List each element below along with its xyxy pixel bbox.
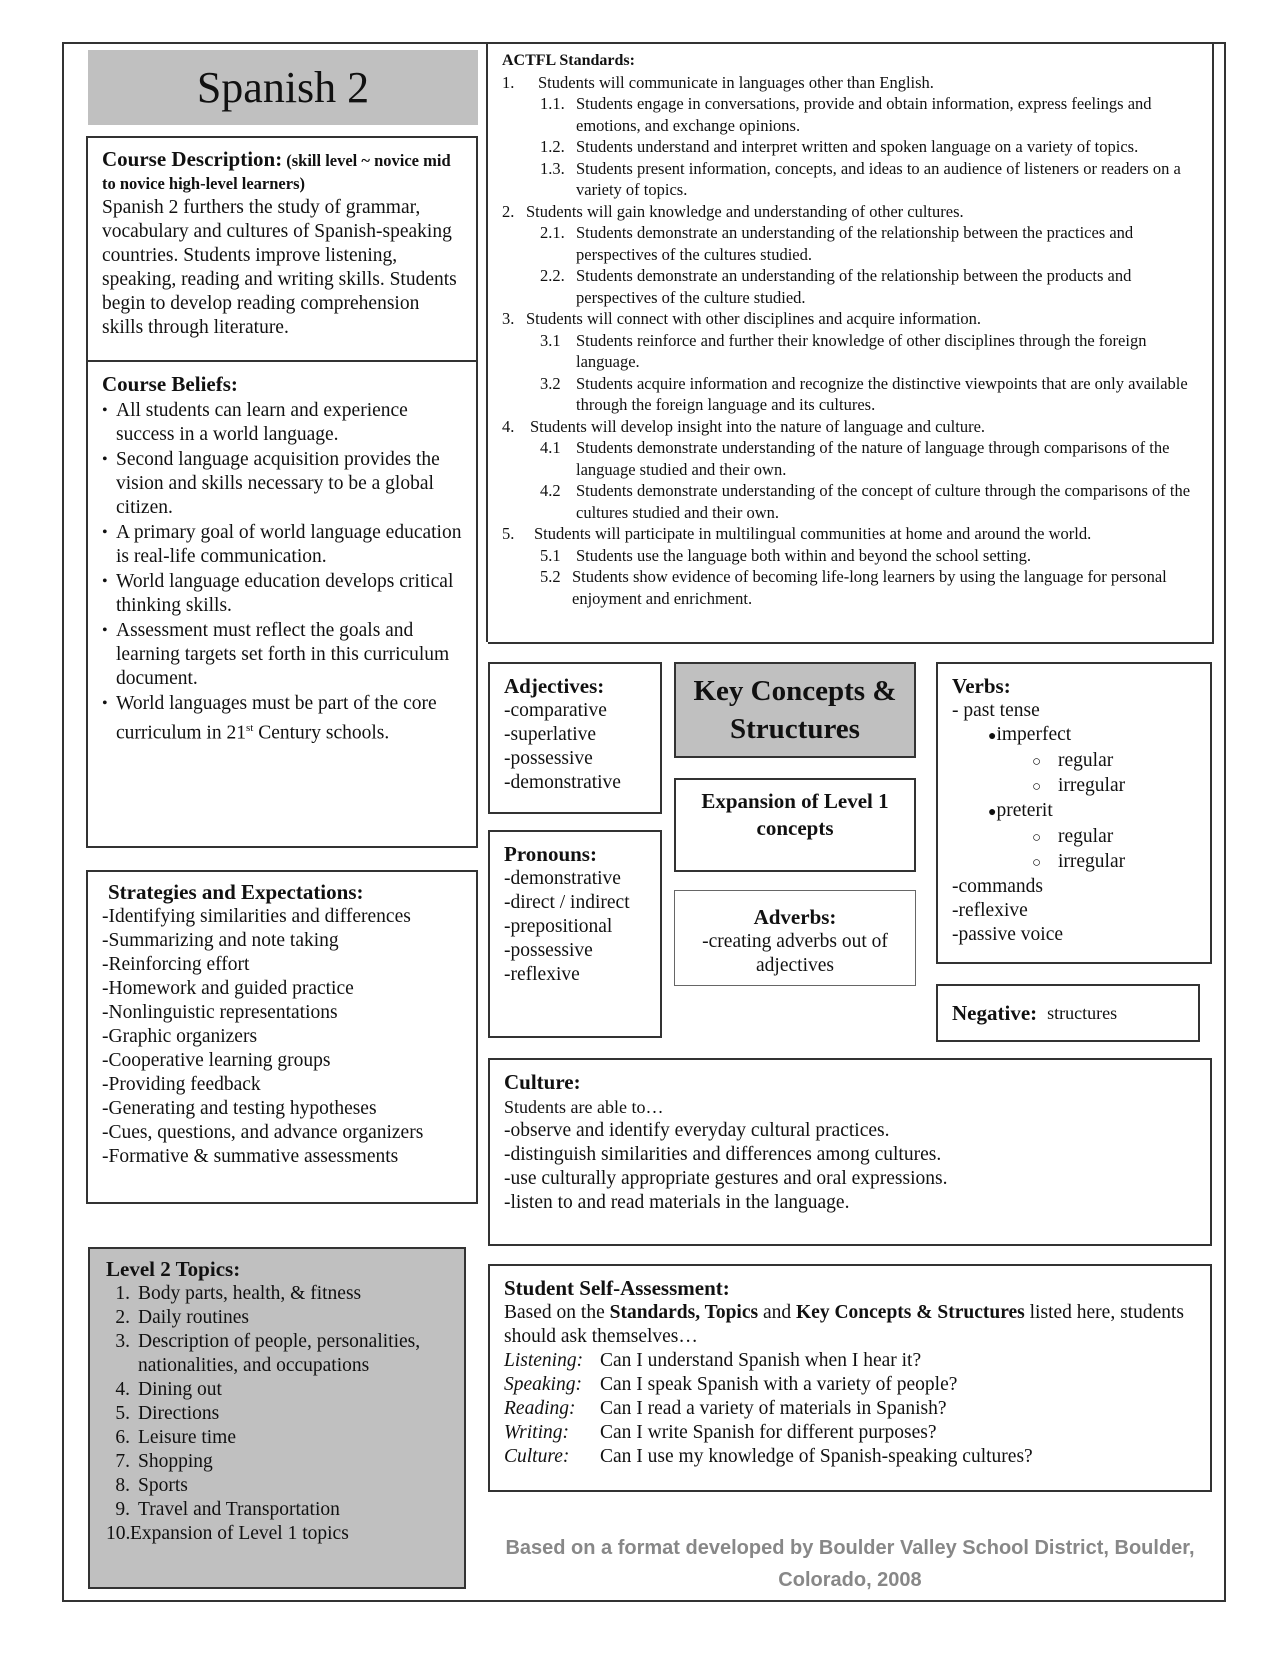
- key-concepts-title: Key Concepts & Structures: [693, 675, 897, 745]
- belief-item: • All students can learn and experience success in a world language.: [102, 399, 462, 447]
- course-beliefs-box: [86, 360, 478, 848]
- self-assessment-heading: Student Self-Assessment:: [504, 1276, 730, 1300]
- standard-subitem: 2.1. Students demonstrate an understanding of the relationship between the practices and perspectives of the cultures studied.: [540, 223, 1134, 264]
- standard-item: 2. Students will gain knowledge and understanding of other cultures.: [502, 201, 964, 221]
- self-assessment-row: Writing: Can I write Spanish for different purposes?: [504, 1422, 937, 1443]
- standard-item: 3. Students will connect with other disciplines and acquire information.: [502, 309, 982, 328]
- strategy-item: -Nonlinguistic representations: [102, 1002, 338, 1023]
- course-beliefs-list: [102, 399, 462, 746]
- verb-preterit-regular: ○ regular: [1032, 826, 1114, 847]
- pronouns-heading: Pronouns:: [504, 842, 597, 866]
- standard-item: 4. Students will develop insight into the nature of language and culture.: [502, 416, 986, 436]
- culture-intro: Students are able to…: [504, 1097, 664, 1117]
- topic-item: 5. Directions: [115, 1403, 220, 1424]
- culture-item: -listen to and read materials in the language.: [504, 1192, 850, 1213]
- strategy-item: -Graphic organizers: [102, 1026, 258, 1047]
- topic-item: 1. Body parts, health, & fitness: [115, 1283, 362, 1304]
- verb-imperfect: ●imperfect: [988, 724, 1072, 745]
- course-description-box: [86, 136, 478, 362]
- standard-subitem: 1.1. Students engage in conversations, provide and obtain information, express feelings and emotions, and exchange opinions.: [540, 94, 1152, 135]
- strategy-item: -Identifying similarities and differences: [102, 906, 411, 927]
- verb-past-tense: - past tense: [952, 700, 1040, 721]
- self-assessment-row: Listening: Can I understand Spanish when I hear it?: [504, 1350, 922, 1371]
- belief-item: • World languages must be part of the core curriculum in 21st Century schools.: [102, 692, 462, 746]
- negative-heading: Negative:: [952, 1000, 1038, 1025]
- belief-item: • Assessment must reflect the goals and learning targets set forth in this curriculum document.: [102, 619, 462, 691]
- belief-item: • World language education develops critical thinking skills.: [102, 570, 462, 618]
- standard-subitem: 2.2. Students demonstrate an understanding of the relationship between the products and perspectives of the culture studied.: [540, 266, 1132, 307]
- standard-item: 1. Students will communicate in languages other than English.: [502, 72, 934, 92]
- standard-subitem: 4.2 Students demonstrate understanding of the concept of culture through the comparisons of the cultures studied and their own.: [540, 481, 1191, 522]
- negative-box: [936, 984, 1200, 1042]
- culture-heading: Culture:: [504, 1070, 581, 1094]
- expansion-text: Expansion of Level 1 concepts: [701, 789, 889, 840]
- culture-item: -distinguish similarities and differences among cultures.: [504, 1144, 942, 1165]
- strategy-item: -Generating and testing hypotheses: [102, 1098, 377, 1119]
- page-frame-bottom: [62, 1600, 1226, 1602]
- strategies-heading: Strategies and Expectations:: [108, 880, 364, 904]
- self-assessment-row: Culture: Can I use my knowledge of Spanish-speaking cultures?: [504, 1446, 1033, 1467]
- standard-subitem: 4.1 Students demonstrate understanding of the nature of language through comparisons of the language studied and their own.: [540, 438, 1170, 479]
- footer-credit: Based on a format developed by Boulder Valley School District, Boulder, Colorado, 2008: [505, 1537, 1195, 1591]
- adverbs-box: [674, 890, 916, 986]
- verb-item: -commands: [952, 876, 1043, 897]
- verb-preterit-irregular: ○ irregular: [1032, 851, 1126, 872]
- standard-item: 5. Students will participate in multilingual communities at home and around the world.: [502, 524, 1092, 543]
- pronoun-item: -demonstrative: [504, 868, 621, 889]
- adjective-item: -demonstrative: [504, 772, 621, 793]
- adjective-item: -superlative: [504, 724, 597, 745]
- course-description-body: Spanish 2 furthers the study of grammar, vocabulary and cultures of Spanish-speaking countries. Students improve listening, speaking, reading and writing skills. Students begin to develop reading comprehension skills through literature.: [102, 197, 457, 338]
- topic-item: 8. Sports: [115, 1475, 188, 1496]
- strategies-box: [86, 870, 478, 1204]
- topic-item: 2. Daily routines: [115, 1307, 250, 1328]
- adjective-item: -comparative: [504, 700, 607, 721]
- adjectives-heading: Adjectives:: [504, 674, 605, 698]
- standard-subitem: 1.3. Students present information, concepts, and ideas to an audience of listeners or readers on a variety of topics.: [540, 158, 1181, 199]
- standards-list: [502, 72, 1198, 610]
- standard-subitem: 3.2 Students acquire information and recognize the distinctive viewpoints that are only available through the foreign language and its cultures.: [540, 373, 1188, 414]
- topic-item: 10. Expansion of Level 1 topics: [106, 1523, 349, 1544]
- pronoun-item: -possessive: [504, 940, 593, 961]
- topics-heading: Level 2 Topics:: [106, 1257, 241, 1281]
- self-assessment-row: Speaking: Can I speak Spanish with a variety of people?: [504, 1374, 958, 1395]
- topic-item: 9. Travel and Transportation: [115, 1499, 340, 1520]
- adjectives-box: [488, 662, 662, 814]
- self-assessment-row: Reading: Can I read a variety of materials in Spanish?: [504, 1398, 947, 1419]
- strategy-item: -Summarizing and note taking: [102, 930, 339, 951]
- standard-subitem: 5.1 Students use the language both within and beyond the school setting.: [540, 545, 1032, 565]
- standards-heading: ACTFL Standards:: [502, 52, 635, 69]
- skill-level: (skill level ~ novice mid to novice high-level learners): [102, 151, 451, 193]
- pronoun-item: -prepositional: [504, 916, 613, 937]
- strategy-item: -Cues, questions, and advance organizers: [102, 1122, 424, 1143]
- strategy-item: -Providing feedback: [102, 1074, 261, 1095]
- strategy-item: -Cooperative learning groups: [102, 1050, 331, 1071]
- negative-body: structures: [1047, 1002, 1118, 1023]
- pronoun-item: -reflexive: [504, 964, 580, 985]
- self-assessment-intro: Based on the Standards, Topics and Key Concepts & Structures listed here, students should ask themselves…: [504, 1302, 1184, 1347]
- topic-item: 4. Dining out: [115, 1379, 222, 1400]
- pronouns-box: [488, 830, 662, 1038]
- standard-subitem: 1.2. Students understand and interpret written and spoken language on a variety of topics.: [540, 137, 1139, 156]
- pronoun-item: -direct / indirect: [504, 892, 630, 913]
- belief-item: • A primary goal of world language education is real-life communication.: [102, 521, 462, 569]
- strategy-item: -Formative & summative assessments: [102, 1146, 399, 1167]
- culture-item: -use culturally appropriate gestures and oral expressions.: [504, 1168, 948, 1189]
- page-title: Spanish 2: [88, 50, 478, 125]
- self-assessment-box: [488, 1264, 1212, 1492]
- expansion-box: [674, 778, 916, 872]
- adjective-item: -possessive: [504, 748, 593, 769]
- adverbs-body: -creating adverbs out of adjectives: [702, 931, 888, 976]
- strategy-item: -Homework and guided practice: [102, 978, 354, 999]
- course-beliefs-heading: Course Beliefs:: [102, 372, 238, 396]
- verb-imperfect-regular: ○ regular: [1032, 750, 1114, 771]
- strategy-item: -Reinforcing effort: [102, 954, 250, 975]
- verb-item: -passive voice: [952, 924, 1064, 945]
- strategies-list: [102, 905, 462, 1169]
- culture-box: [488, 1058, 1212, 1246]
- verbs-heading: Verbs:: [952, 674, 1011, 698]
- topic-item: 7. Shopping: [115, 1451, 213, 1472]
- key-concepts-title-box: [674, 662, 916, 758]
- belief-item: • Second language acquisition provides the vision and skills necessary to be a global citizen.: [102, 448, 462, 520]
- adverbs-heading: Adverbs:: [753, 905, 837, 929]
- verb-imperfect-irregular: ○ irregular: [1032, 775, 1126, 796]
- culture-item: -observe and identify everyday cultural practices.: [504, 1120, 890, 1141]
- standard-subitem: 3.1 Students reinforce and further their knowledge of other disciplines through the foreign language.: [540, 330, 1147, 371]
- standards-box: [488, 44, 1214, 644]
- topics-box: [88, 1247, 466, 1589]
- course-description-heading: Course Description:: [102, 147, 283, 171]
- topics-list: [106, 1282, 448, 1546]
- standard-subitem: 5.2 Students show evidence of becoming life-long learners by using the language for personal enjoyment and enrichment.: [540, 567, 1167, 608]
- verbs-box: [936, 662, 1212, 964]
- verb-item: -reflexive: [952, 900, 1028, 921]
- topic-item: 6. Leisure time: [115, 1427, 237, 1448]
- topic-item: 3. Description of people, personalities, nationalities, and occupations: [115, 1331, 421, 1376]
- verb-preterit: ●preterit: [988, 800, 1053, 821]
